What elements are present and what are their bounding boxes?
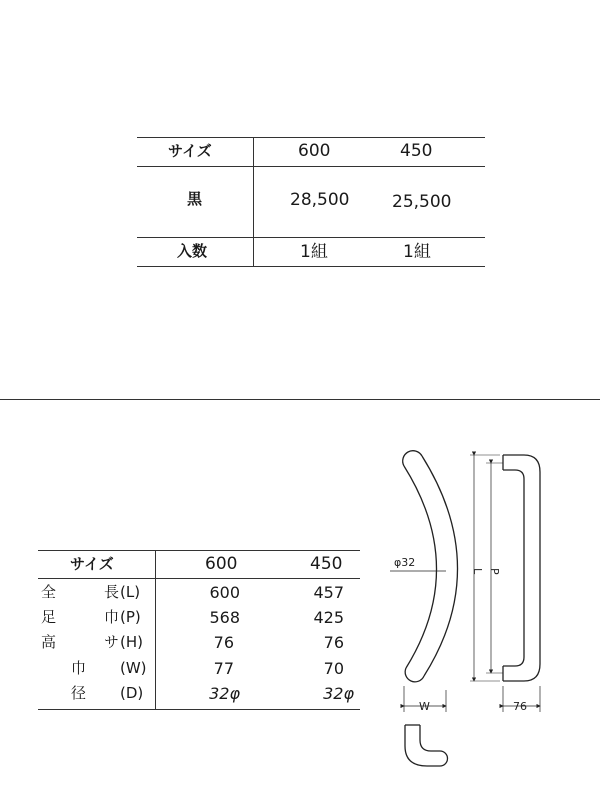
spec-label-b: サ <box>104 633 120 651</box>
length-label: L <box>471 568 484 575</box>
price-row-col1: 28,500 <box>290 190 350 210</box>
depth-label: 76 <box>513 700 527 713</box>
price-row-label: 黒 <box>187 190 203 208</box>
spec-value-col1: 600 <box>209 583 240 602</box>
spec-value-col2: 70 <box>323 659 344 678</box>
price-header-label: サイズ <box>168 142 212 160</box>
spec-value-col2: 76 <box>323 633 344 652</box>
price-row-label: 入数 <box>177 242 208 260</box>
spec-value-col2: 457 <box>313 583 344 602</box>
spec-header-label: サイズ <box>70 555 114 573</box>
spec-unit: (L) <box>120 583 141 601</box>
spec-value-col2: 32φ <box>323 684 354 703</box>
spec-label-b: 巾 <box>71 659 87 677</box>
side-view-u <box>503 455 540 681</box>
spec-label-b: 長 <box>104 583 120 601</box>
spec-header-col1: 600 <box>205 554 238 574</box>
price-row-col1: 1組 <box>300 242 328 262</box>
price-row-col2: 1組 <box>403 242 431 262</box>
spec-unit: (H) <box>120 633 143 651</box>
spec-value-col1: 76 <box>213 633 234 652</box>
price-header-col1: 600 <box>298 141 331 161</box>
spec-header-col2: 450 <box>310 554 343 574</box>
spec-label-b: 巾 <box>104 608 120 626</box>
spec-label-a: 高 <box>41 633 57 651</box>
spec-unit: (W) <box>120 659 147 677</box>
spec-value-col1: 568 <box>209 608 240 627</box>
spec-label-a: 全 <box>41 583 57 601</box>
pitch-label: P <box>488 568 501 575</box>
price-header-col2: 450 <box>400 141 433 161</box>
end-view-profile <box>405 725 448 766</box>
spec-value-col1: 77 <box>213 659 234 678</box>
spec-unit: (D) <box>120 684 144 702</box>
spec-value-col2: 425 <box>313 608 344 627</box>
spec-label-b: 径 <box>71 684 87 702</box>
diameter-label: φ32 <box>394 556 416 569</box>
width-label: W <box>419 700 430 713</box>
spec-value-col1: 32φ <box>209 684 240 703</box>
spec-label-a: 足 <box>41 608 57 626</box>
spec-unit: (P) <box>120 608 141 626</box>
price-row-col2: 25,500 <box>392 192 452 212</box>
